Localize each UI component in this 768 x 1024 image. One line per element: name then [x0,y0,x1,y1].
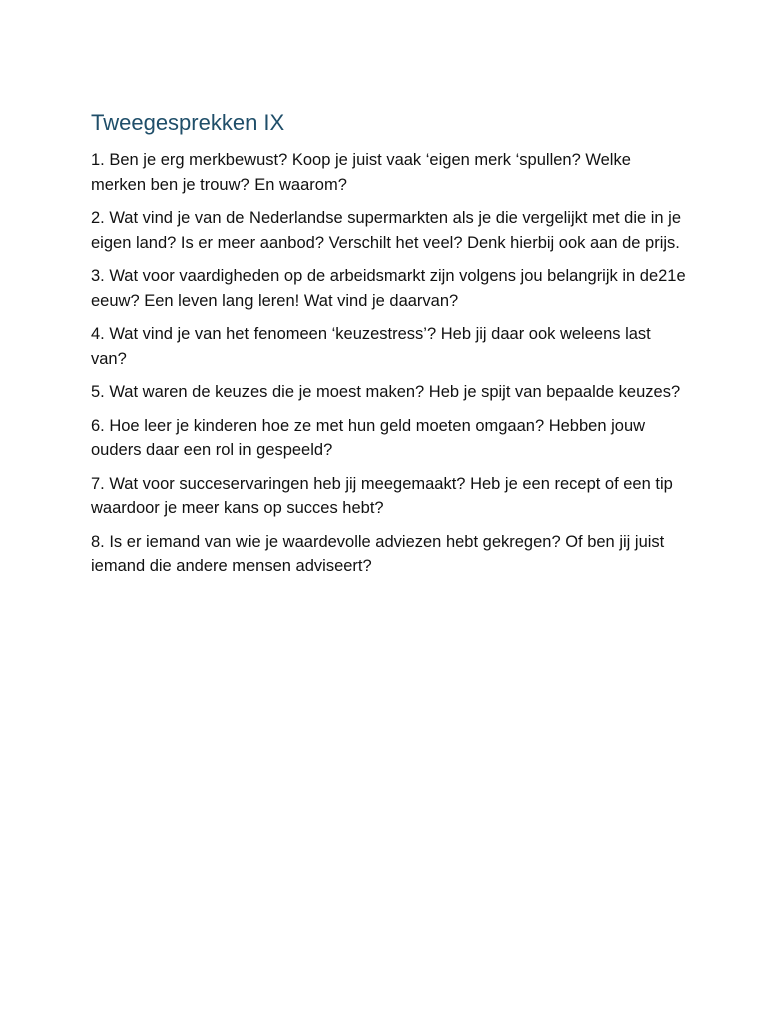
question-6: 6. Hoe leer je kinderen hoe ze met hun geld moeten omgaan? Hebben jouw ouders daar een rol in gespeeld? [91,416,646,459]
document-title: Tweegesprekken IX [91,110,285,135]
question-3: 3. Wat voor vaardigheden op de arbeidsmarkt zijn volgens jou belangrijk in de21e eeuw? Een leven lang leren! Wat vind je daarvan? [91,267,686,310]
document-content [91,108,687,588]
question-8: 8. Is er iemand van wie je waardevolle adviezen hebt gekregen? Of ben jij juist iemand die andere mensen adviseert? [91,532,665,575]
question-1: 1. Ben je erg merkbewust? Koop je juist vaak ‘eigen merk ‘spullen? Welke merken ben je trouw? En waarom? [91,151,631,194]
question-7: 7. Wat voor succeservaringen heb jij meegemaakt? Heb je een recept of een tip waardoor je meer kans op succes hebt? [91,474,673,517]
question-5: 5. Wat waren de keuzes die je moest maken? Heb je spijt van bepaalde keuzes? [91,383,681,401]
question-2: 2. Wat vind je van de Nederlandse supermarkten als je die vergelijkt met die in je eigen land? Is er meer aanbod? Verschilt het veel? Denk hierbij ook aan de prijs. [91,209,682,252]
question-4: 4. Wat vind je van het fenomeen ‘keuzestress’? Heb jij daar ook weleens last van? [91,325,651,368]
